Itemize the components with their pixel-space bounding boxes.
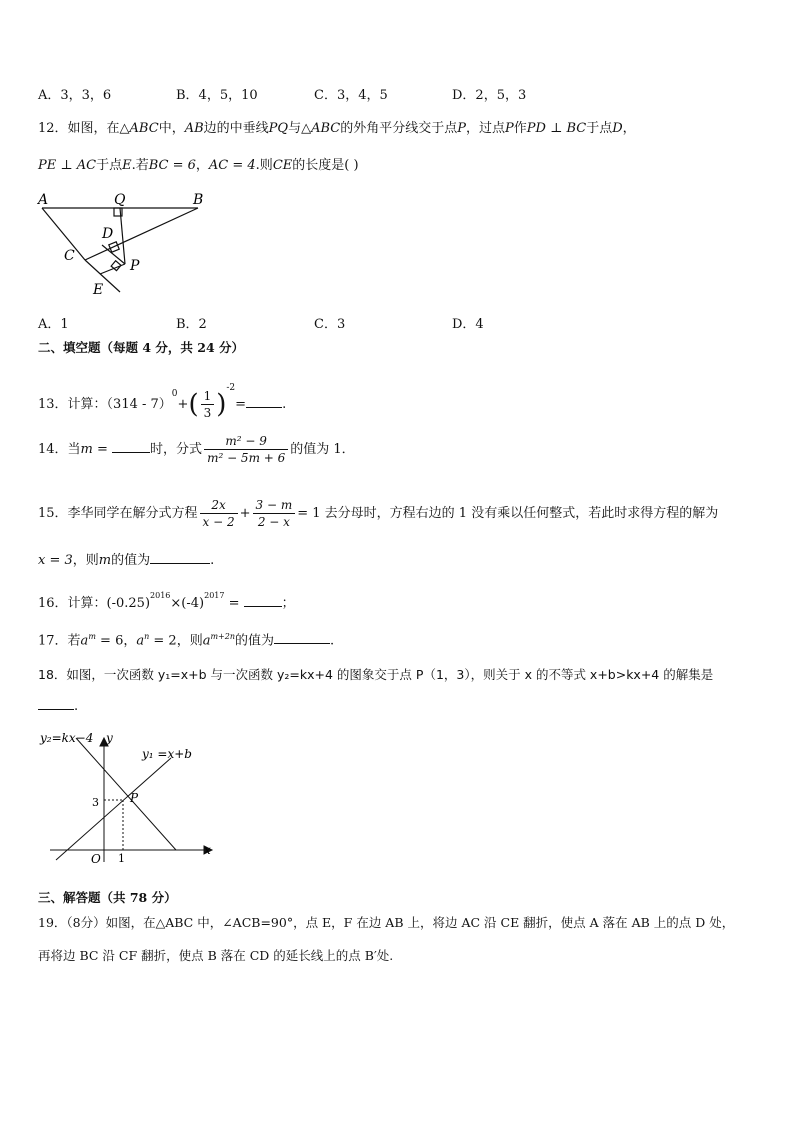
fig-label-b: B — [193, 192, 204, 208]
fig-label-p: P — [130, 258, 140, 274]
q19-line1: 19．（8分）如图，在△ABC 中，∠ACB=90°，点 E，F 在边 AB 上，将边 AC 沿 CE 翻折，使点 A 落在 AB 上的点 D 处， — [38, 915, 735, 930]
fig-label-d: D — [102, 226, 114, 242]
tick-y-3: 3 — [92, 796, 99, 809]
q18-line2: . — [38, 697, 78, 717]
q14: 14．当m = 时，分式 $\frac{\text{m² − 9}}{\text{m² − 5m + 6}}$ 的值为 1． — [38, 434, 355, 465]
q17: 17．若$a^m = 6$，$a^n = 2$，则$a^{m+2n}$的值为 . — [38, 632, 335, 649]
y1-label: y₁ =x+b — [142, 747, 192, 761]
q16: 16．计算：$(-0.25)^{2016}\times(-4)^{2017}$ = ； — [38, 591, 295, 611]
q12-option-a: A．1 — [38, 317, 69, 332]
fig-label-e: E — [93, 282, 104, 298]
point-p-label: P — [130, 791, 139, 805]
q18-answer-blank[interactable] — [38, 697, 74, 710]
q12-option-c: C．3 — [314, 317, 346, 332]
q17-answer-blank[interactable] — [274, 631, 330, 644]
y2-label: y₂=kx−4 — [40, 731, 94, 745]
q13: 13．计算：（314 - 7）$^0$+( $\frac{1}{3}$ )$^{-2}$= . — [38, 383, 287, 420]
y-axis-label: y — [106, 731, 113, 745]
q12-figure — [30, 190, 220, 300]
x-axis-label: x — [204, 843, 211, 857]
fig-label-q: Q — [114, 192, 126, 208]
q15-answer-blank[interactable] — [150, 551, 210, 564]
q12-option-d: D．4 — [452, 317, 484, 332]
fig-label-a: A — [38, 192, 49, 208]
section-2-heading: 二、填空题（每题 4 分，共 24 分） — [38, 340, 245, 355]
q11-option-c: C．3，4，5 — [314, 88, 388, 103]
fig-label-c: C — [64, 248, 75, 264]
origin-label: O — [91, 852, 101, 866]
q18-line1: 18．如图，一次函数 y₁=x+b 与一次函数 y₂=kx+4 的图象交于点 P（1，3），则关于 x 的不等式 x+b>kx+4 的解集是 — [38, 667, 714, 682]
q11-option-a: A．3，3，6 — [38, 88, 112, 103]
tick-x-1: 1 — [118, 852, 125, 865]
q18-graph — [36, 726, 226, 866]
q16-answer-blank[interactable] — [244, 594, 282, 607]
q11-option-b: B．4，5，10 — [176, 88, 258, 103]
q15-line2: x = 3，则m的值为 . — [38, 553, 215, 568]
q15-line1: 15．李华同学在解分式方程 $\frac{2x}{x - 2}$ + $\frac{3 - m}{2 - x}$ = 1 去分母时，方程右边的 1 没有乘以任何整式，若此时求得方程的解为 — [38, 498, 719, 529]
q11-option-d: D．2，5，3 — [452, 88, 527, 103]
q14-answer-blank[interactable] — [112, 440, 150, 453]
q19-line2: 再将边 BC 沿 CF 翻折，使点 B 落在 CD 的延长线上的点 B′处. — [38, 948, 394, 963]
q13-answer-blank[interactable] — [246, 395, 282, 408]
q12-line2: PE ⊥ AC于点E.若BC = 6，AC = 4.则CE的长度是( ) — [38, 158, 359, 173]
section-3-heading: 三、解答题（共 78 分） — [38, 890, 177, 905]
q12-line1: 12．如图，在△ABC中，AB边的中垂线PQ与△ABC的外角平分线交于点P，过点P作PD ⊥ BC于点D， — [38, 121, 636, 136]
q12-option-b: B．2 — [176, 317, 207, 332]
